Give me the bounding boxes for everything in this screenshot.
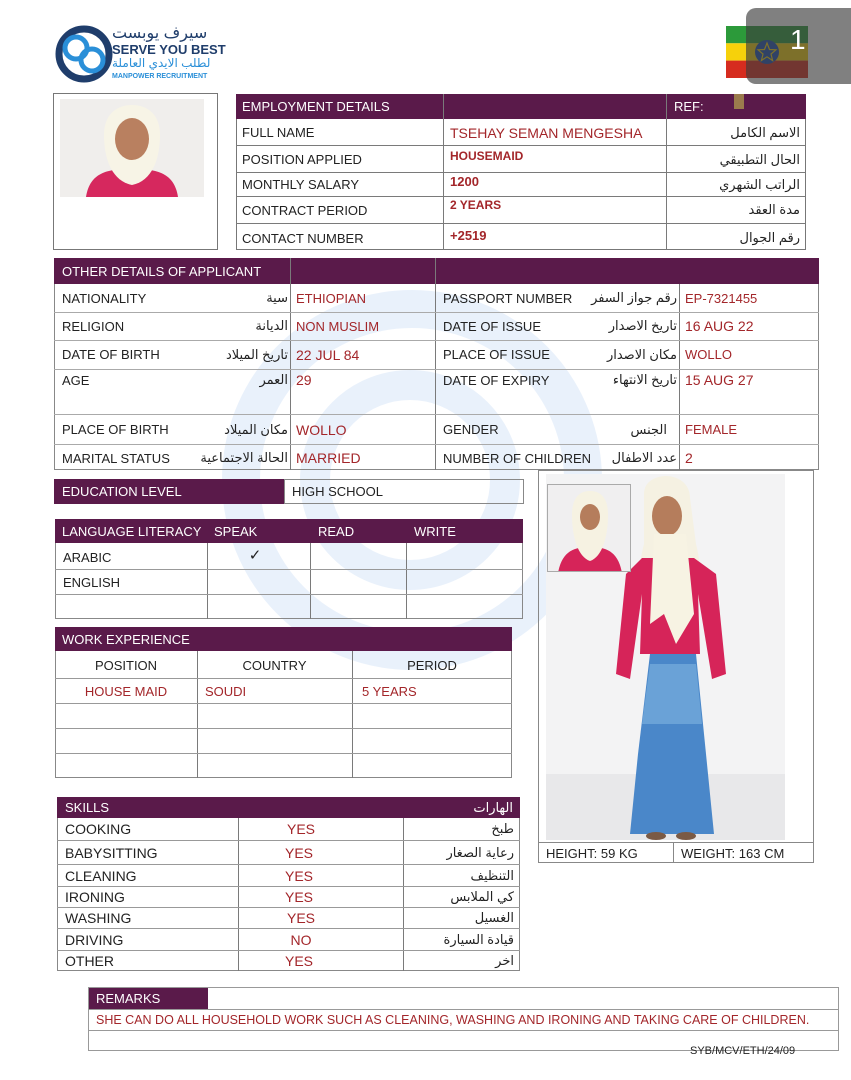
language-arabic-read (311, 545, 405, 569)
skill-washing: WASHING (65, 910, 132, 926)
arabic-position-applied: الحال التطبيقي (719, 151, 800, 167)
page-badge-number: 1 (790, 24, 806, 55)
value-monthly-salary: 1200 (450, 174, 479, 189)
applicant-portrait (60, 99, 204, 197)
arabic-nationality: سية (266, 290, 288, 305)
language-arabic-write (407, 545, 521, 569)
value-position-applied: HOUSEMAID (450, 148, 524, 163)
work-col-period: PERIOD (407, 657, 457, 673)
label-contract-period: CONTRACT PERIOD (242, 202, 368, 218)
arabic-date-of-expiry: تاريخ الانتهاء (612, 372, 677, 387)
skill-ironing-value: YES (284, 889, 313, 905)
value-full-name: TSEHAY SEMAN MENGESHA (450, 124, 643, 141)
label-date-of-birth: DATE OF BIRTH (62, 347, 160, 362)
skill-driving: DRIVING (65, 931, 124, 948)
language-header-read: READ (318, 523, 355, 539)
skills-header: SKILLS (65, 800, 110, 815)
label-marital-status: MARITAL STATUS (62, 450, 170, 466)
skill-babysitting: BABYSITTING (65, 844, 158, 861)
inset-portrait (547, 484, 631, 572)
skill-cooking-value: YES (286, 821, 315, 837)
value-place-of-issue: WOLLO (685, 347, 732, 362)
value-religion: NON MUSLIM (296, 318, 380, 334)
brand-sub: MANPOWER RECRUITMENT (112, 73, 208, 80)
skill-ironing-arabic: كي الملابس (450, 889, 514, 904)
arabic-religion: الديانة (255, 318, 288, 333)
arabic-date-of-issue: تاريخ الاصدار (608, 318, 677, 333)
education-label: EDUCATION LEVEL (62, 484, 182, 499)
arabic-number-of-children: عدد الاطفال (611, 450, 677, 465)
arabic-place-of-birth: مكان الميلاد (224, 421, 288, 437)
skill-ironing: IRONING (65, 889, 125, 905)
work-col-country: COUNTRY (242, 657, 307, 673)
label-full-name: FULL NAME (242, 125, 315, 140)
arabic-age: العمر (259, 372, 288, 387)
arabic-gender: الجنس (630, 421, 667, 437)
arabic-passport-number: رقم جواز السفر (591, 290, 677, 305)
value-date-of-birth: 22 JUL 84 (296, 346, 360, 363)
label-place-of-issue: PLACE OF ISSUE (443, 347, 550, 362)
remarks-text: SHE CAN DO ALL HOUSEHOLD WORK SUCH AS CLEANING, WASHING AND IRONING AND TAKING CARE OF CHILDREN. (96, 1013, 810, 1027)
arabic-date-of-birth: تاريخ الميلاد (225, 346, 288, 362)
employment-header: EMPLOYMENT DETAILS (242, 99, 390, 114)
arabic-contact-number: رقم الجوال (739, 230, 800, 245)
language-english-speak (210, 570, 300, 594)
work-country: SOUDI (205, 683, 247, 699)
language-english-read (311, 570, 405, 594)
brand-arabic-sub: لطلب الايدي العاملة (112, 56, 211, 70)
language-header: LANGUAGE LITERACY (62, 523, 202, 539)
label-gender: GENDER (443, 422, 499, 437)
arabic-contract-period: مدة العقد (748, 202, 800, 217)
brand-name: SERVE YOU BEST (112, 42, 226, 57)
label-religion: RELIGION (62, 318, 125, 334)
remarks-label: REMARKS (96, 991, 161, 1006)
skill-babysitting-value: YES (284, 844, 313, 861)
weight-measure: WEIGHT: 163 CM (681, 845, 785, 861)
skill-driving-value: NO (290, 931, 312, 948)
skill-other: OTHER (65, 953, 114, 969)
value-date-of-expiry: 15 AUG 27 (685, 372, 754, 388)
ref-marker (734, 94, 744, 109)
brand-arabic-name: سيرف يوبست (112, 25, 208, 42)
label-number-of-children: NUMBER OF CHILDREN (443, 450, 592, 466)
value-contact-number: +2519 (450, 227, 487, 243)
arabic-marital-status: الحالة الاجتماعية (200, 450, 288, 465)
value-place-of-birth: WOLLO (296, 421, 347, 438)
value-number-of-children: 2 (685, 450, 693, 466)
page-badge (746, 8, 851, 84)
work-col-position: POSITION (94, 657, 158, 673)
label-passport-number: PASSPORT NUMBER (443, 290, 573, 306)
arabic-place-of-issue: مكان الاصدار (606, 346, 677, 362)
skill-cooking-arabic: طبخ (491, 821, 514, 836)
skill-babysitting-arabic: رعاية الصغار (446, 844, 514, 860)
skill-other-arabic: اخر (495, 953, 514, 968)
label-monthly-salary: MONTHLY SALARY (242, 177, 360, 192)
skill-cleaning: CLEANING (65, 867, 137, 884)
work-period: 5 YEARS (362, 683, 417, 699)
label-date-of-issue: DATE OF ISSUE (443, 318, 541, 334)
value-passport-number: EP-7321455 (685, 290, 758, 306)
work-position: HOUSE MAID (84, 683, 168, 699)
skill-other-value: YES (284, 953, 313, 969)
value-date-of-issue: 16 AUG 22 (685, 318, 754, 334)
language-english: ENGLISH (63, 574, 121, 590)
skill-washing-arabic: الغسيل (474, 910, 514, 925)
label-place-of-birth: PLACE OF BIRTH (62, 422, 169, 437)
applicant-header: OTHER DETAILS OF APPLICANT (62, 263, 262, 279)
skill-washing-value: YES (286, 910, 315, 926)
label-nationality: NATIONALITY (62, 290, 147, 306)
arabic-monthly-salary: الراتب الشهري (719, 176, 800, 192)
value-nationality: ETHIOPIAN (296, 290, 367, 306)
value-marital-status: MARRIED (296, 450, 361, 466)
brand-logo (54, 24, 114, 84)
label-date-of-expiry: DATE OF EXPIRY (443, 372, 550, 388)
skill-driving-arabic: قيادة السيارة (443, 931, 514, 947)
language-header-speak: SPEAK (214, 523, 258, 539)
education-value: HIGH SCHOOL (292, 484, 384, 499)
label-contact-number: CONTACT NUMBER (242, 230, 364, 246)
height-measure: HEIGHT: 59 KG (546, 845, 638, 861)
language-arabic-speak-check: ✓ (248, 547, 262, 564)
label-age: AGE (62, 372, 90, 388)
language-english-write (407, 570, 521, 594)
skills-header-arabic: الهارات (473, 799, 513, 815)
value-contract-period: 2 YEARS (450, 198, 502, 212)
arabic-full-name: الاسم الكامل (730, 124, 800, 140)
ref-label: REF: (674, 99, 704, 114)
language-arabic: ARABIC (63, 549, 112, 565)
language-header-write: WRITE (414, 523, 456, 539)
skill-cooking: COOKING (65, 821, 132, 837)
value-age: 29 (296, 372, 312, 388)
label-position-applied: POSITION APPLIED (242, 152, 362, 167)
value-gender: FEMALE (685, 422, 738, 437)
skill-cleaning-value: YES (284, 867, 313, 884)
reference-code: SYB/MCV/ETH/24/09 (690, 1045, 796, 1057)
skill-cleaning-arabic: التنظيف (470, 867, 514, 883)
work-header: WORK EXPERIENCE (62, 631, 190, 647)
